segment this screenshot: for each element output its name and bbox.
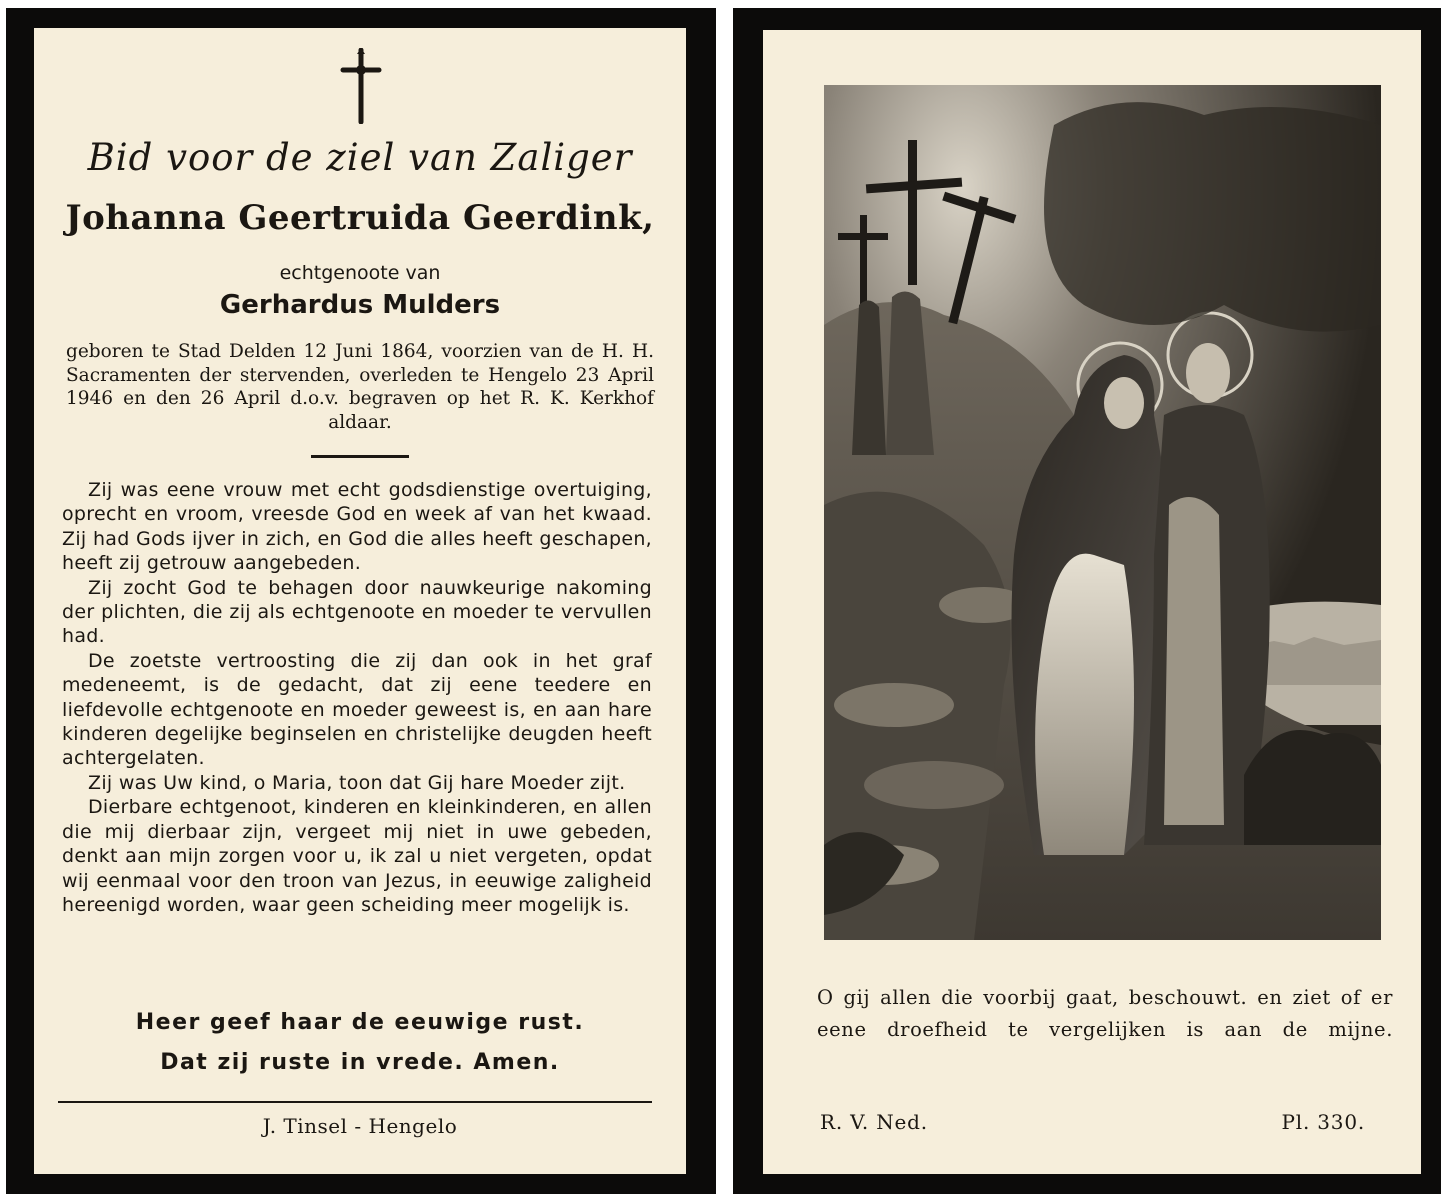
cross-icon — [339, 48, 383, 124]
card-paper — [34, 28, 686, 1174]
spouse-name: Gerhardus Mulders — [219, 290, 501, 320]
printer-credit: J. Tinsel - Hengelo — [262, 1114, 458, 1138]
eulogy-paragraph: Zij zocht God te behagen door nauwkeurige nakoming der plichten, die zij als echtgenoote en moeder te vervullen had. — [62, 576, 652, 648]
devotional-picture — [824, 85, 1381, 940]
birth-death-facts: geboren te Stad Delden 12 Juni 1864, voorzien van de H. H. Sacramenten der stervenden, overleden te Hengelo 23 April 1946 en den 26 April d.o.v. begraven op het R. K. Kerkhof aldaar. — [66, 341, 654, 433]
plate-number: Pl. 330. — [1281, 1110, 1365, 1134]
heading: Bid voor de ziel van Zaliger — [87, 136, 633, 179]
deceased-name: Johanna Geertruida Geerdink, — [65, 198, 655, 238]
memorial-card-back — [733, 8, 1441, 1194]
prayer-line: Dat zij ruste in vrede. Amen. — [160, 1050, 560, 1075]
eulogy-paragraph: De zoetste vertroosting die zij dan ook in het graf medeneemt, is de gedacht, dat zij eene teedere en liefdevolle echtgenoote en moeder geweest is, en aan hare kinderen degelijke beginselen en christelijke deugden heeft achtergelaten. — [62, 649, 652, 770]
card-paper — [763, 30, 1421, 1174]
memorial-card-front — [6, 8, 716, 1194]
divider-long — [58, 1101, 652, 1103]
eulogy-paragraph: Dierbare echtgenoot, kinderen en kleinkinderen, en allen die mij dierbaar zijn, vergeet mij niet in uwe gebeden, denkt aan mijn zorgen voor u, ik zal u niet vergeten, opdat wij eenmaal voor den troon van Jezus, in eeuwige zaligheid hereenigd worden, waar geen scheiding meer mogelijk is. — [62, 796, 652, 916]
eulogy-text — [62, 478, 652, 917]
spouse-label: echtgenoote van — [279, 262, 441, 284]
eulogy-paragraph: Zij was eene vrouw met echt godsdienstige overtuiging, oprecht en vroom, vreesde God en week af van het kwaad. Zij had Gods ijver in zich, en God die alles heeft geschapen, heeft zij getrouw aangebeden. — [62, 479, 652, 575]
eulogy-paragraph: Zij was Uw kind, o Maria, toon dat Gij hare Moeder zijt. — [88, 771, 626, 794]
divider-short — [311, 455, 409, 458]
scripture-quote: O gij allen die voorbij gaat, beschouwt. en ziet of er eene droefheid te vergelijken is aan de mijne. — [817, 986, 1393, 1041]
publisher: R. V. Ned. — [820, 1110, 928, 1134]
prayer-line: Heer geef haar de eeuwige rust. — [135, 1010, 585, 1035]
